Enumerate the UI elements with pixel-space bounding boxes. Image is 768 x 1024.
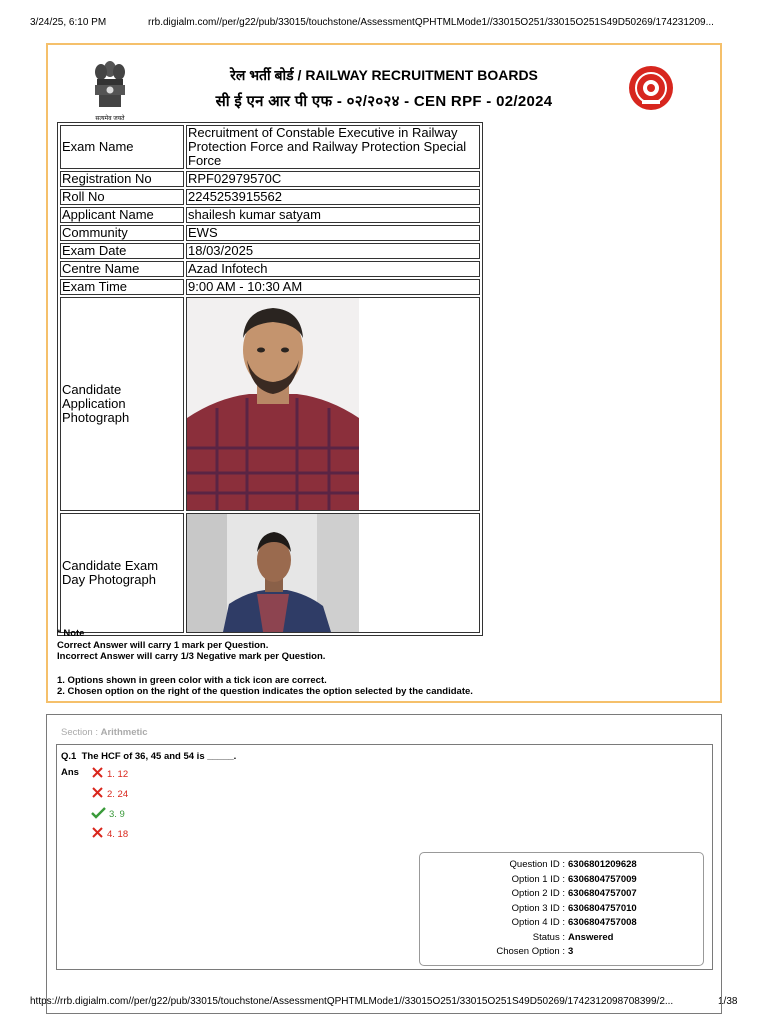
notes-block: [57, 628, 473, 698]
candidate-info-table: [57, 122, 483, 636]
application-photo: [187, 298, 359, 510]
meta-key: Status :: [532, 931, 565, 943]
info-label: Candidate Application Photograph: [60, 297, 184, 511]
info-label: Applicant Name: [60, 207, 184, 223]
info-label: Community: [60, 225, 184, 241]
meta-status: [420, 932, 705, 943]
option-3: [91, 806, 125, 822]
print-datetime: 3/24/25, 6:10 PM: [30, 17, 107, 28]
exam-day-photo: [187, 514, 359, 632]
question-body: The HCF of 36, 45 and 54 is _____.: [81, 751, 237, 762]
page-subtitle: सी ई एन आर पी एफ - ०२/२०२४ - CEN RPF - 02/2024: [215, 93, 553, 110]
meta-key: Option 3 ID :: [511, 902, 565, 914]
section-label: Section : Arithmetic: [61, 727, 148, 738]
meta-value: 6306804757008: [568, 917, 637, 928]
info-value: shailesh kumar satyam: [186, 207, 480, 223]
info-label: Registration No: [60, 171, 184, 187]
option-text: 4. 18: [107, 828, 129, 840]
note-line: 1. Options shown in green color with a tick icon are correct.: [57, 674, 327, 686]
section-name: Arithmetic: [100, 727, 148, 738]
question-meta-box: [419, 852, 704, 966]
info-label: Exam Time: [60, 279, 184, 295]
meta-key: Option 2 ID :: [511, 888, 565, 899]
info-row-exam-date: [60, 243, 480, 259]
meta-key: Option 1 ID :: [511, 873, 565, 885]
info-row-community: [60, 225, 480, 241]
meta-question-id: [420, 859, 705, 870]
meta-value: 3: [568, 946, 574, 957]
info-row-applicant-name: [60, 207, 480, 223]
meta-option1-id: [420, 874, 705, 885]
option-2: [91, 786, 128, 802]
info-row-exam-name: [60, 125, 480, 169]
info-row-roll: [60, 189, 480, 205]
info-row-exam-day-photo: [60, 513, 480, 633]
info-row-exam-time: [60, 279, 480, 295]
info-value: Recruitment of Constable Executive in Railway Protection Force and Railway Protection Special Force: [186, 125, 480, 169]
meta-value: 6306801209628: [568, 859, 637, 870]
meta-value: 6306804757009: [568, 873, 637, 885]
print-url-top: rrb.digialm.com//per/g22/pub/33015/touchstone/AssessmentQPHTMLMode1//33015O251/33015O251S49D50269/174231209...: [148, 17, 714, 28]
question-text: [61, 751, 236, 762]
info-label: Exam Date: [60, 243, 184, 259]
info-label: Exam Name: [60, 125, 184, 169]
meta-option3-id: [420, 903, 705, 914]
note-heading: * Note: [57, 628, 85, 639]
info-value: 2245253915562: [186, 189, 480, 205]
emblem-caption: सत्यमेव जयते: [95, 116, 125, 122]
option-text: 1. 12: [107, 768, 129, 780]
info-value: 9:00 AM - 10:30 AM: [186, 279, 480, 295]
question-number: Q.1: [61, 751, 77, 762]
meta-option4-id: [420, 917, 705, 928]
page-number: 1/38: [718, 996, 738, 1007]
cross-icon: [91, 786, 104, 802]
check-icon: [91, 806, 106, 822]
option-4: [91, 826, 128, 842]
rpf-logo-icon: [628, 65, 674, 111]
info-label: Centre Name: [60, 261, 184, 277]
meta-value: 6306804757010: [568, 902, 637, 914]
info-value: 18/03/2025: [186, 243, 480, 259]
meta-value: Answered: [568, 931, 614, 943]
cross-icon: [91, 766, 104, 782]
info-row-application-photo: [60, 297, 480, 511]
meta-value: 6306804757007: [568, 888, 637, 899]
info-label: Roll No: [60, 189, 184, 205]
info-value: RPF02979570C: [186, 171, 480, 187]
meta-key: Question ID :: [509, 859, 565, 870]
info-row-centre: [60, 261, 480, 277]
meta-chosen-option: [420, 946, 705, 957]
print-url-bottom: https://rrb.digialm.com//per/g22/pub/33015/touchstone/AssessmentQPHTMLMode1//33015O251/33015O251S49D50269/1742312098708399/2...: [30, 996, 674, 1007]
cross-icon: [91, 826, 104, 842]
info-label: Candidate Exam Day Photograph: [60, 513, 184, 633]
info-value: EWS: [186, 225, 480, 241]
option-1: [91, 766, 128, 782]
meta-key: Chosen Option :: [496, 946, 565, 957]
note-line: Correct Answer will carry 1 mark per Question.: [57, 639, 269, 651]
note-line: 2. Chosen option on the right of the question indicates the option selected by the candidate.: [57, 686, 473, 697]
info-row-registration: [60, 171, 480, 187]
option-text: 3. 9: [109, 808, 125, 820]
answer-label: Ans: [61, 767, 79, 778]
option-text: 2. 24: [107, 788, 129, 800]
meta-key: Option 4 ID :: [511, 917, 565, 928]
note-line: Incorrect Answer will carry 1/3 Negative mark per Question.: [57, 651, 326, 662]
page-title: रेल भर्ती बोर्ड / RAILWAY RECRUITMENT BOARDS: [230, 67, 538, 83]
info-value: Azad Infotech: [186, 261, 480, 277]
meta-option2-id: [420, 888, 705, 899]
